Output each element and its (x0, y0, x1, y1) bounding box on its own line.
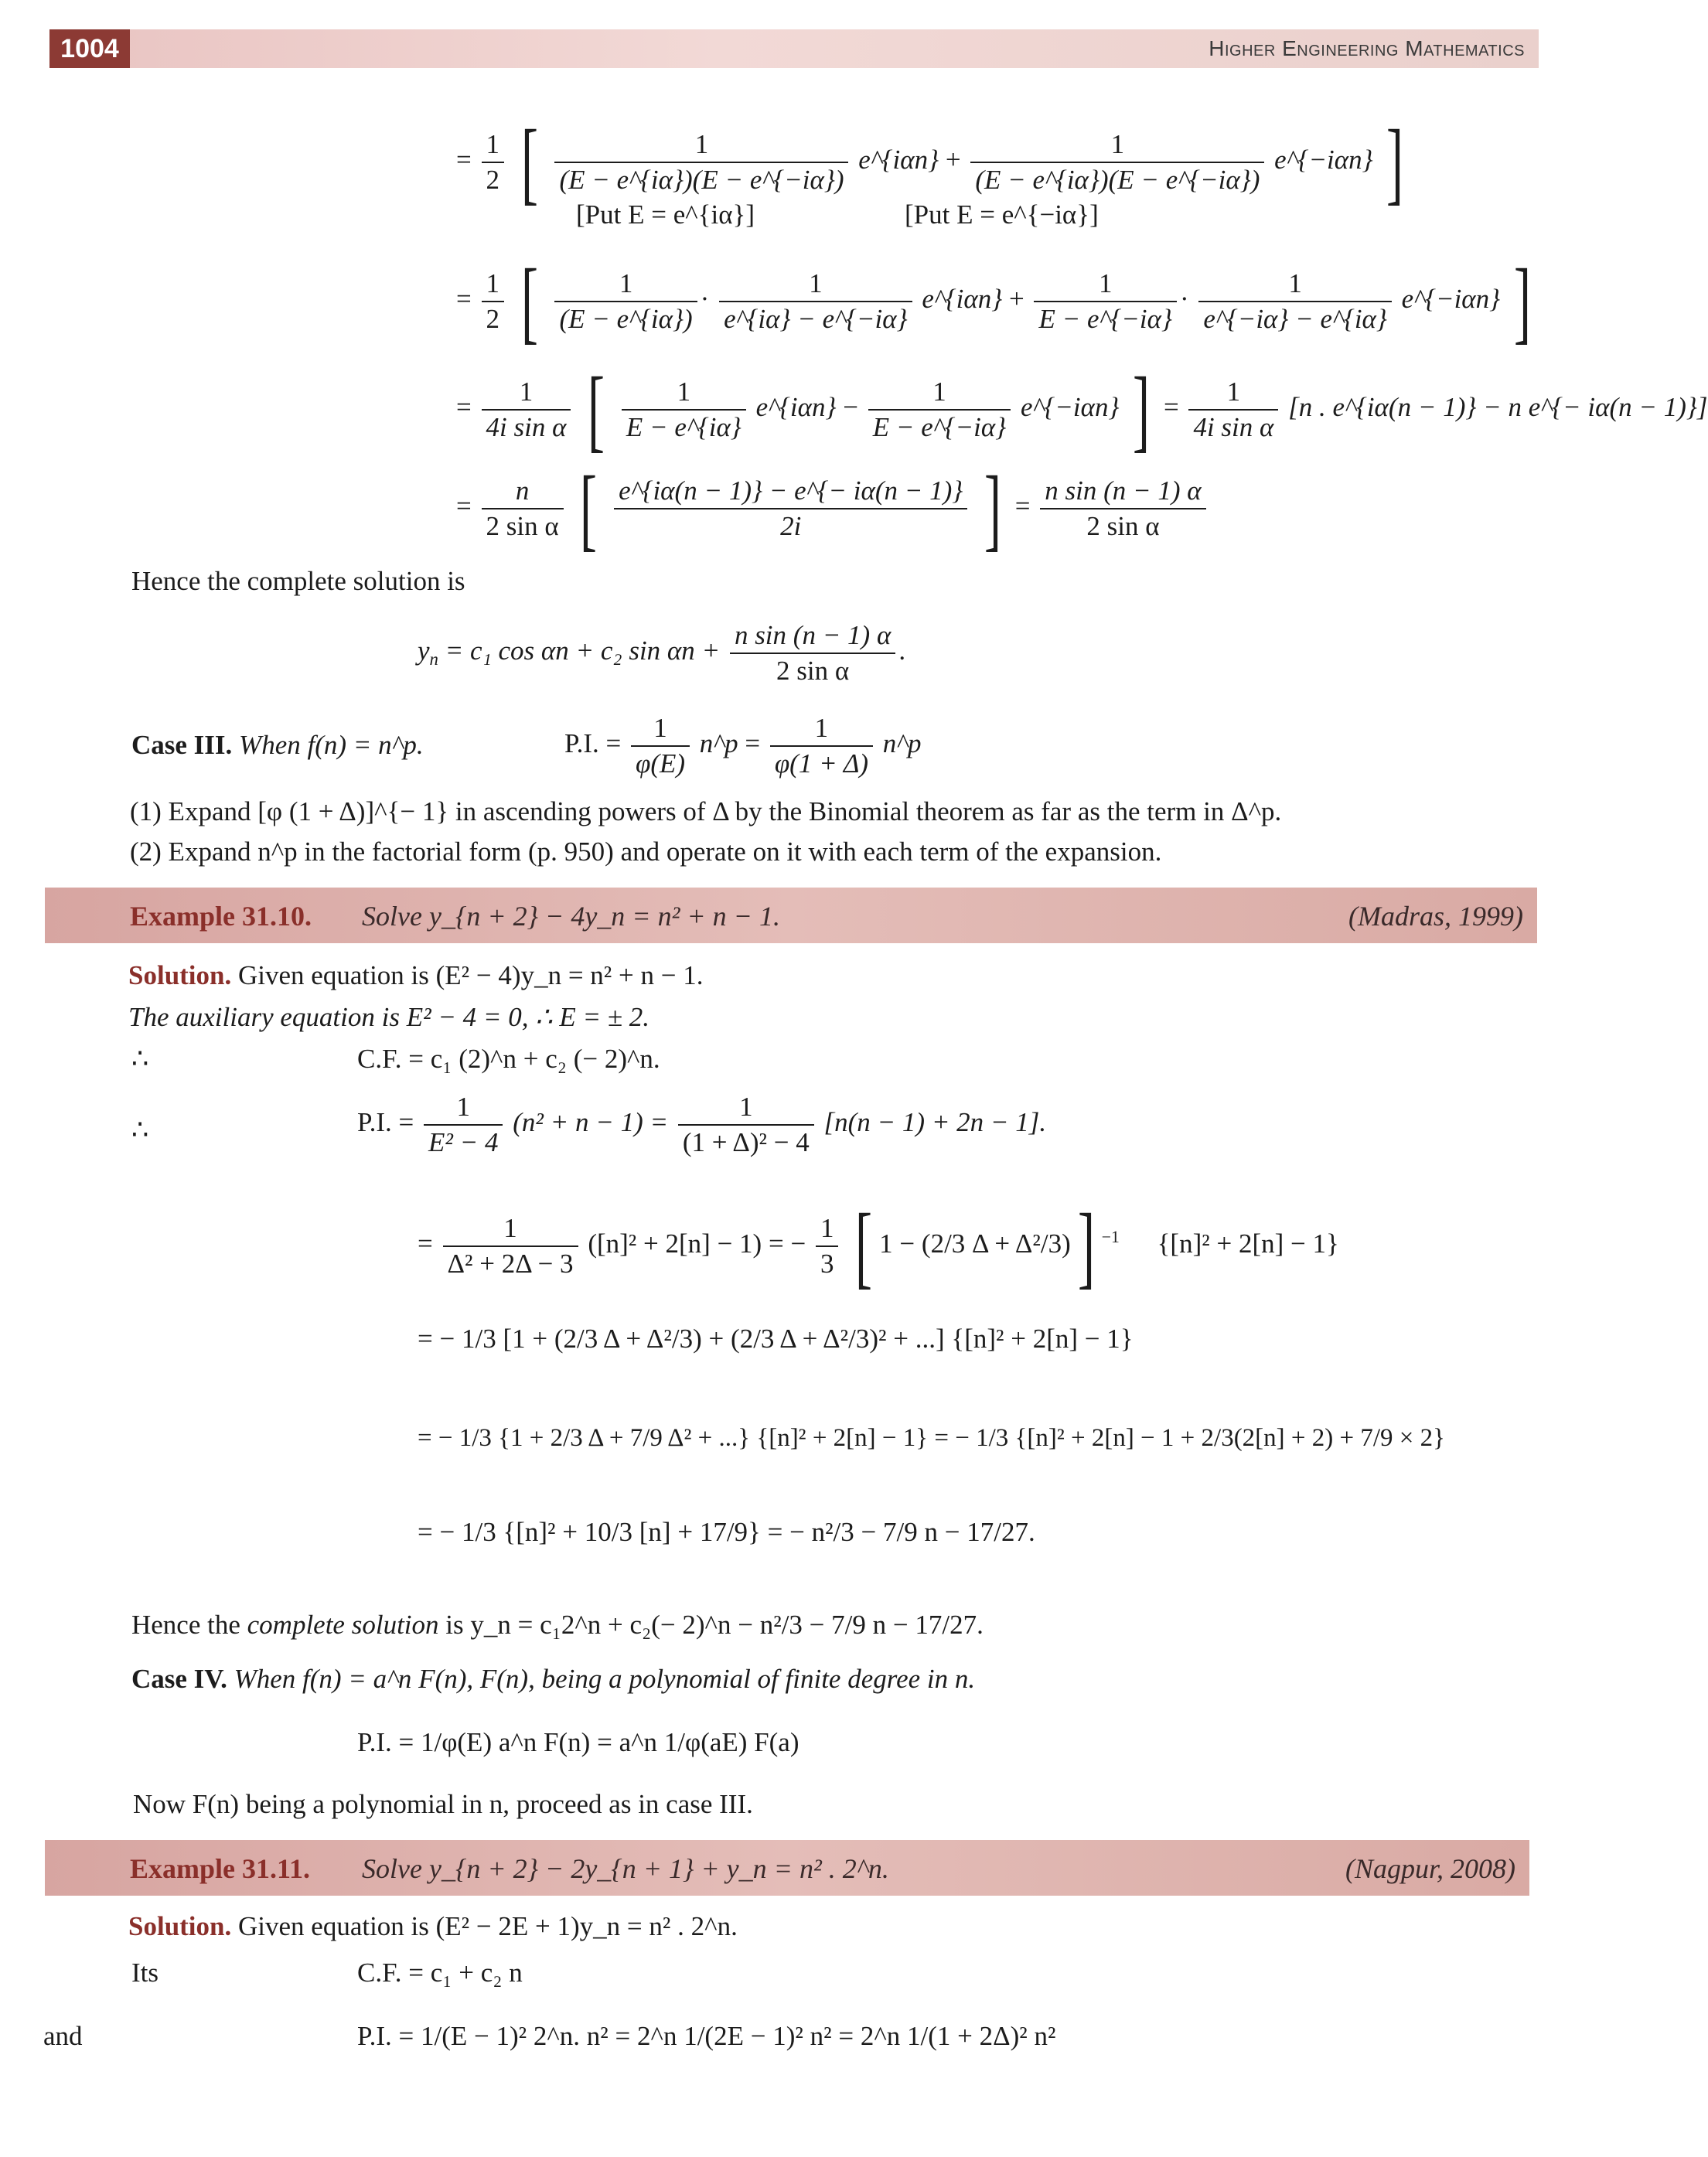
case-4-now: Now F(n) being a polynomial in n, proceed as in case III. (133, 1789, 753, 1819)
eq1-den: (E − e^{iα})(E − e^{−iα}) (559, 165, 844, 195)
pi-line-5: = − 1/3 {[n]² + 10/3 [n] + 17/9} = − n²/3 − 7/9 n − 17/27. (418, 1517, 1035, 1547)
yn-frac-num: n sin (n − 1) α (730, 618, 895, 654)
case-3-step-2: (2) Expand n^p in the factorial form (p. 950) and operate on it with each term of the expansion. (130, 837, 1162, 867)
case-4-pi: P.I. = 1/φ(E) a^n F(n) = a^n 1/φ(aE) F(a) (357, 1727, 799, 1757)
eq4-den: 2 sin α (486, 511, 559, 541)
eq4-num: n (482, 474, 564, 509)
case-4-heading (131, 1662, 975, 1696)
example-31-11-problem: Solve y_{n + 2} − 2y_{n + 1} + y_n = n² . 2^n. (362, 1853, 889, 1884)
yn-frac-den: 2 sin α (776, 656, 850, 686)
cf-31-11: C.F. = c₁ + c₂ n (357, 1958, 523, 1988)
eq3-den: 4i sin α (486, 412, 567, 442)
example-31-10-bar (45, 888, 1537, 943)
eq4-rhs-den: 2 sin α (1086, 511, 1160, 541)
case-3-den2: φ(1 + Δ) (774, 748, 869, 779)
case-4-text: When f(n) = a^n F(n), F(n), being a polynomial of finite degree in n. (234, 1664, 976, 1694)
eq2-den1: (E − e^{iα}) (559, 304, 693, 334)
cf-31-10: C.F. = c₁ (2)^n + c₂ (− 2)^n. (357, 1044, 660, 1074)
eq2-den2: e^{iα} − e^{−iα} (724, 304, 908, 334)
pi-line-2: = $\frac{1}{\text{Δ² + 2Δ − 3}}$ ([n]² + 2[n] − 1) = − $\frac{1}{3}$ [ 1 − (2/3 Δ + Δ²/3)] $^{-1}$ {[n]² + 2[n] − 1} (418, 1194, 1339, 1297)
solution-31-10-given: Solution. Given equation is (E² − 4)y_n = n² + n − 1. (128, 960, 704, 990)
eq4-rhs-num: n sin (n − 1) α (1040, 474, 1205, 509)
example-31-10-problem: Solve y_{n + 2} − 4y_n = n² + n − 1. (362, 901, 780, 932)
its-label: Its (131, 1958, 159, 1988)
eq1-exp1: e^{iαn} (858, 145, 939, 175)
aux-equation: The auxiliary equation is E² − 4 = 0, ∴ E = ± 2. (128, 1002, 650, 1032)
example-31-10-source: (Madras, 1999) (1348, 901, 1523, 932)
eq3-inner1: E − e^{iα} (626, 412, 741, 442)
eq3-rhs: [n . e^{iα(n − 1)} − n e^{− iα(n − 1)}] (1288, 392, 1708, 423)
page-number: 1004 (49, 29, 130, 68)
book-title: Higher Engineering Mathematics (1209, 36, 1525, 60)
therefore-1: ∴ (131, 1044, 149, 1074)
eq1-num: 1 (554, 128, 848, 163)
complete-solution-31-10: Hence the complete solution is y_n = c₁2^n + c₂(− 2)^n − n²/3 − 7/9 n − 17/27. (131, 1610, 984, 1640)
solution-label: Solution. (128, 960, 232, 990)
equation-line-3: = $\frac{1}{\text{4i sin α}}$ [ $\frac{1}{E - e\^{}\{i\alpha\}}$ e^{iαn} − $\frac{1}{E - e\^{}\{-i\alpha\}}$ e^{−iαn} ] = $\frac{1}{\text{4i sin α}}$ [n . e^{iα(n − 1)} − n e^{− iα(n − 1)}] (456, 358, 1708, 461)
complete-solution-eq: $y_n = c_1$ cos αn + c₂ sin αn + $\frac{\text{n sin (n − 1) α}}{\text{2 sin α}}$ . (418, 618, 905, 688)
pi-line-3: = − 1/3 [1 + (2/3 Δ + Δ²/3) + (2/3 Δ + Δ²/3)² + ...] {[n]² + 2[n] − 1} (418, 1324, 1134, 1354)
therefore-2: ∴ (131, 1115, 149, 1145)
eq2-den3: E − e^{−iα} (1038, 304, 1172, 334)
equation-line-4: = $\frac{n}{\text{2 sin α}}$ [ $\frac{e\^{}\{i\alpha(n - 1)\} - e\^{}\{- i\alpha(n - 1)\}}{2i}$ ] = $\frac{\text{n sin (n − 1) α}}{\text{2 sin α}}$ (456, 462, 1209, 555)
hence-complete-text: Hence the complete solution is (131, 566, 465, 596)
example-31-11-bar (45, 1840, 1529, 1896)
case-3-text: When f(n) = n^p. (239, 730, 424, 760)
put-note-1: [Put E = e^{iα}] (576, 199, 755, 230)
case-4-label: Case IV. (131, 1664, 227, 1694)
solution-31-11-given: Solution. Given equation is (E² − 2E + 1)y_n = n² . 2^n. (128, 1911, 738, 1941)
yn-rhs: = c₁ cos αn + c₂ sin αn + (445, 636, 721, 666)
example-31-10-label: Example 31.10. (130, 901, 312, 932)
pi-31-11: P.I. = 1/(E − 1)² 2^n. n² = 2^n 1/(2E − 1)² n² = 2^n 1/(1 + 2Δ)² n² (357, 2021, 1056, 2051)
and-label: and (43, 2021, 83, 2051)
equation-line-1: = $\frac{1}{2}$ [ $\frac{1}{(E - e\^{}\{i\alpha\})(E - e\^{}\{-i\alpha\})}$ e^{iαn} + $\frac{1}{(E - e\^{}\{i\alpha\})(E - e\^{}\{-i\alpha\})}$ e^{−iαn} ] (456, 111, 1404, 213)
case-3-pi: P.I. = $\frac{1}{\varphi(E)}$ n^p = $\frac{1}{\varphi(1 + \Delta)}$ n^p (564, 711, 922, 781)
put-note-2: [Put E = e^{−iα}] (905, 199, 1099, 230)
eq2-den4: e^{−iα} − e^{iα} (1203, 304, 1387, 334)
case-3-label: Case III. (131, 730, 233, 760)
eq4-inner-den: 2i (780, 511, 802, 541)
eq1-exp2: e^{−iαn} (1274, 145, 1373, 175)
case-3-den1: φ(E) (635, 748, 686, 779)
case-3-step-1: (1) Expand [φ (1 + Δ)]^{− 1} in ascending powers of Δ by the Binomial theorem as far as the term in Δ^p. (130, 796, 1282, 826)
running-header (49, 29, 1539, 68)
pi-line-4: = − 1/3 {1 + 2/3 Δ + 7/9 Δ² + ...} {[n]² + 2[n] − 1} = − 1/3 {[n]² + 2[n] − 1 + 2/3(2[n] + 2) + 7/9 × 2} (418, 1424, 1445, 1452)
example-31-11-label: Example 31.11. (130, 1853, 311, 1884)
case-3-heading (131, 728, 424, 762)
eq3-inner2: E − e^{−iα} (872, 412, 1007, 442)
eq4-inner-num: e^{iα(n − 1)} − e^{− iα(n − 1)} (614, 474, 967, 509)
example-31-11-source: (Nagpur, 2008) (1345, 1853, 1515, 1884)
pi-line-1: P.I. = $\frac{1}{\text{E² − 4}}$ (n² + n − 1) = $\frac{1}{\text{(1 + Δ)² − 4}}$ [n(n − 1) + 2n − 1]. (357, 1092, 1047, 1157)
equation-line-2: = $\frac{1}{2}$ [ $\frac{1}{(E - e\^{}\{i\alpha\})}$ · $\frac{1}{e\^{}\{i\alpha\} - e\^{}\{-i\alpha\}}$ e^{iαn} + $\frac{1}{E - e\^{}\{-i\alpha\}}$ · $\frac{1}{e\^{}\{-i\alpha\} - e\^{}\{i\alpha\}}$ e^{−iαn} ] (456, 250, 1531, 353)
